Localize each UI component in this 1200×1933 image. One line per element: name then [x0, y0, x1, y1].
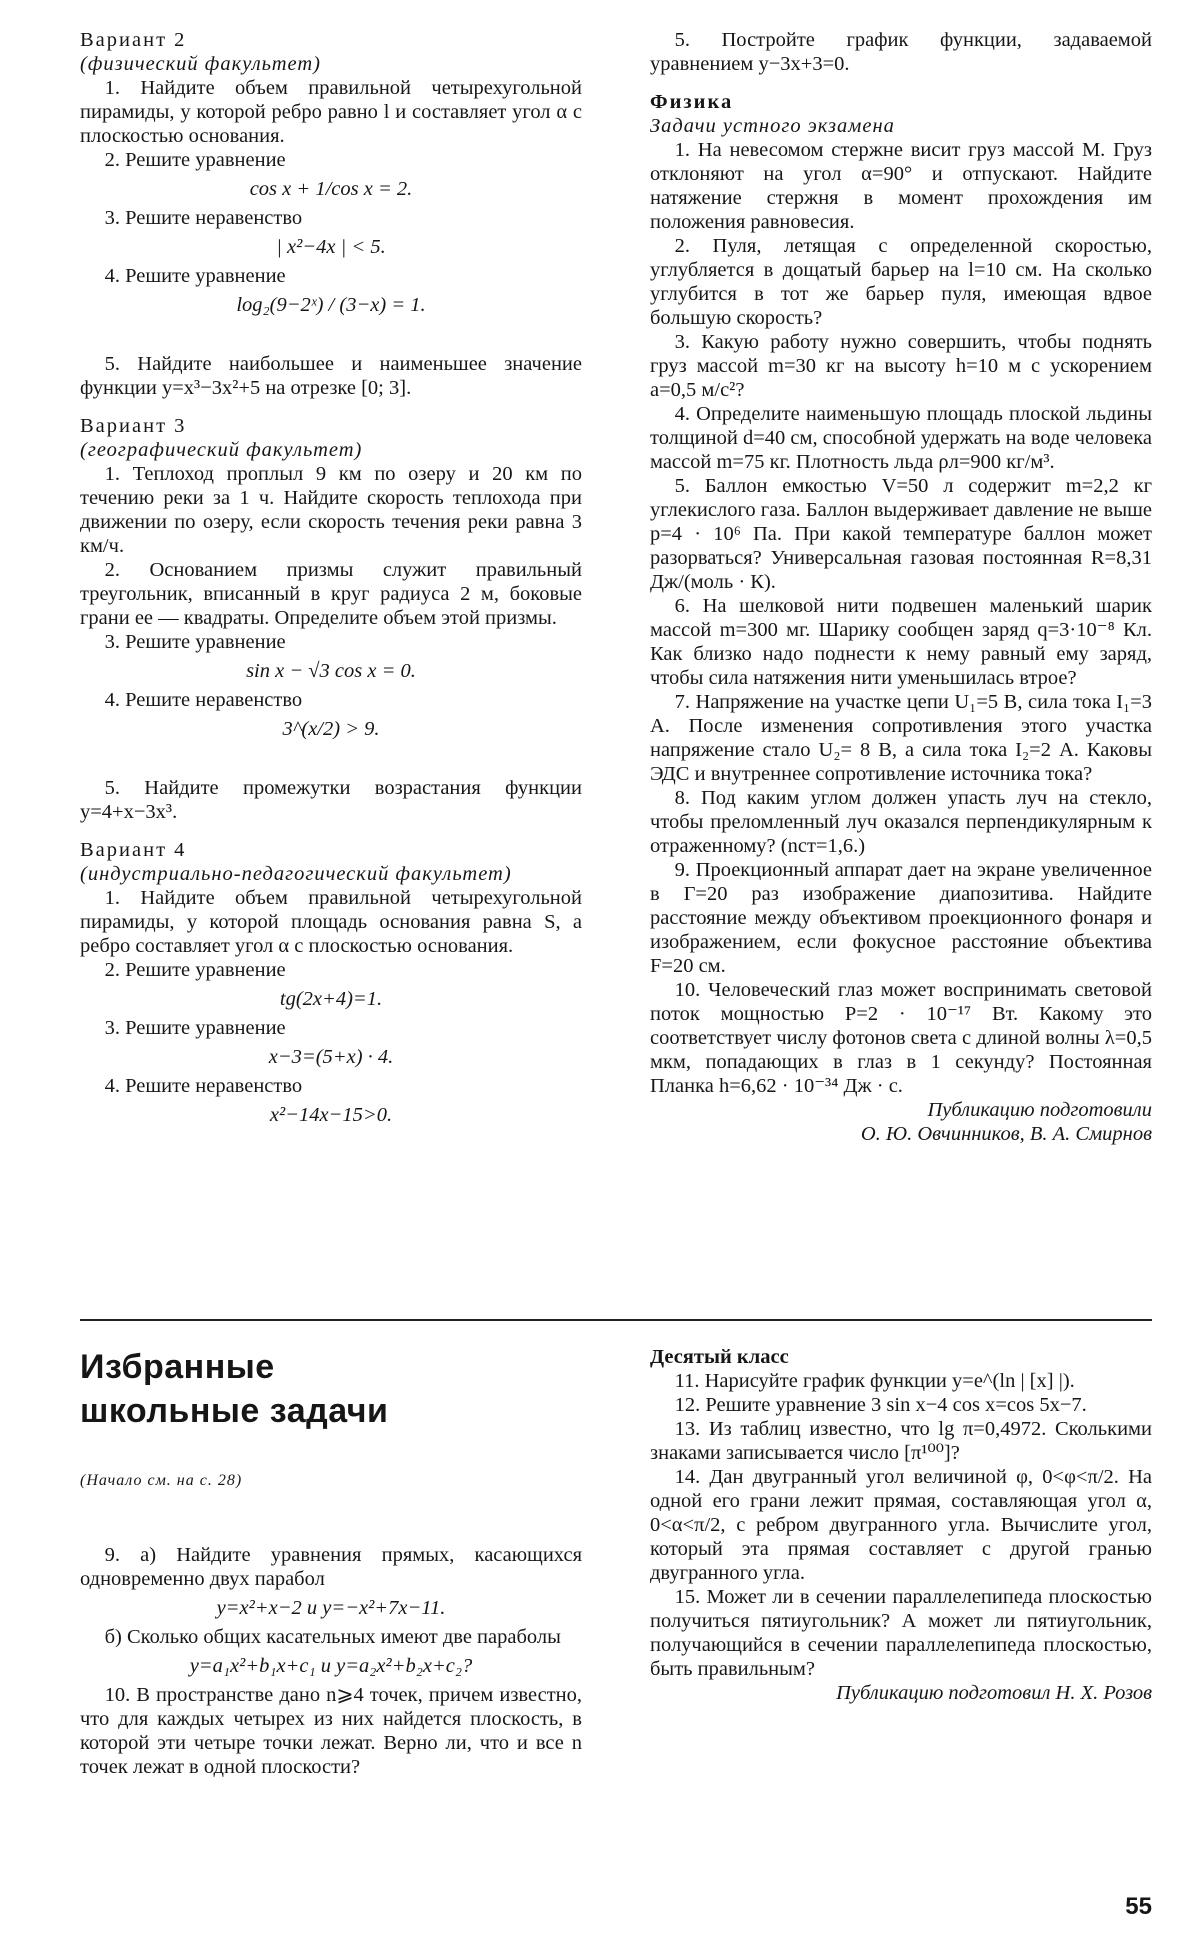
- continuation-note: (Начало см. на с. 28): [80, 1472, 243, 1489]
- signature-authors: О. Ю. Овчинников, В. А. Смирнов: [860, 1123, 1152, 1145]
- signature-rozov: Публикацию подготовил Н. Х. Розов: [836, 1682, 1152, 1704]
- v3-equation-3: sin x − √3 cos x = 0.: [246, 660, 416, 682]
- physics-title: Физика: [650, 91, 734, 113]
- variant-2-title: Вариант 2: [80, 29, 187, 51]
- school-equation-9a: y=x²+x−2 и y=−x²+7x−11.: [216, 1597, 446, 1619]
- v3-problem-3: 3. Решите уравнение: [104, 631, 286, 653]
- section-title-line-1: Избранные: [80, 1348, 275, 1386]
- physics-problem-10: 10. Человеческий глаз может воспринимать световой поток мощностью P=2 · 10⁻¹⁷ Вт. Какому это соответствует числу фотонов света с длиной волны λ=0,5 мкм, попадающих в глаз в 1 секунду? Постоянная Планка h=6,62 · 10⁻³⁴ Дж · с.: [650, 979, 1152, 1097]
- school-problem-14: 14. Дан двугранный угол величиной φ, 0<φ<π/2. На одной его грани лежит прямая, составляющая угол α, 0<α<π/2, с ребром двугранного угла. Вычислите угол, который эта прямая составляет с другой гранью двугранного угла.: [650, 1466, 1152, 1584]
- column-bottom-right: [650, 1345, 1152, 1705]
- school-problem-9a: 9. а) Найдите уравнения прямых, касающихся одновременно двух парабол: [80, 1544, 582, 1590]
- physics-problem-3: 3. Какую работу нужно совершить, чтобы поднять груз массой m=30 кг на высоту h=10 м с ускорением a=0,5 м/с²?: [650, 331, 1152, 401]
- physics-problem-2: 2. Пуля, летящая с определенной скоростью, углубляется в дощатый барьер на l=10 см. На сколько углубится в тот же барьер пуля, имеющая вдвое большую скорость?: [650, 235, 1152, 329]
- section-title-line-2: школьные задачи: [80, 1392, 389, 1430]
- v2-problem-3: 3. Решите неравенство: [104, 207, 303, 229]
- v3-problem-1: 1. Теплоход проплыл 9 км по озеру и 20 км по течению реки за 1 ч. Найдите скорость теплохода при движении по озеру, если скорость течения реки равна 3 км/ч.: [80, 463, 582, 557]
- physics-problem-4: 4. Определите наименьшую площадь плоской льдины толщиной d=40 см, способной удержать на воде человека массой m=75 кг. Плотность льда ρл=900 кг/м³.: [650, 403, 1152, 473]
- physics-problem-7: 7. Напряжение на участке цепи U₁=5 В, сила тока I₁=3 А. После изменения сопротивления этого участка напряжение стало U₂= 8 В, а сила тока I₂=2 А. Каковы ЭДС и внутреннее сопротивление источника тока?: [650, 691, 1152, 785]
- v2-equation-2: cos x + 1/cos x = 2.: [249, 178, 413, 200]
- v4-problem-1: 1. Найдите объем правильной четырехугольной пирамиды, у которой площадь основания равна S, а ребро составляет угол α с плоскостью основания.: [80, 887, 582, 957]
- variant-2-faculty: (физический факультет): [80, 53, 322, 75]
- column-bottom-left: [80, 1345, 582, 1779]
- v3-problem-5: 5. Найдите промежутки возрастания функции y=4+x−3x³.: [80, 777, 582, 823]
- variant-4-title: Вариант 4: [80, 839, 187, 861]
- column-top-right: [650, 28, 1152, 1146]
- v4-equation-2: tg(2x+4)=1.: [279, 988, 383, 1010]
- grade-heading: Десятый класс: [650, 1346, 789, 1368]
- v4-problem-4: 4. Решите неравенство: [104, 1075, 303, 1097]
- v2-problem-4: 4. Решите уравнение: [104, 265, 286, 287]
- physics-subtitle: Задачи устного экзамена: [650, 115, 895, 137]
- page-number: 55: [1125, 1893, 1152, 1920]
- v2-problem-1: 1. Найдите объем правильной четырехугольной пирамиды, у которой ребро равно l и составляет угол α с плоскостью основания.: [80, 77, 582, 147]
- physics-problem-5: 5. Баллон емкостью V=50 л содержит m=2,2 кг углекислого газа. Баллон выдерживает давление не выше p=4 · 10⁶ Па. При какой температуре баллон может разорваться? Универсальная газовая постоянная R=8,31 Дж/(моль · К).: [650, 475, 1152, 593]
- school-equation-9b: y=a₁x²+b₁x+c₁ и y=a₂x²+b₂x+c₂?: [189, 1655, 473, 1677]
- physics-problem-1: 1. На невесомом стержне висит груз массой M. Груз отклоняют на угол α=90° и отпускают. Найдите натяжение стержня в момент прохождения им положения равновесия.: [650, 139, 1152, 233]
- school-problem-13: 13. Из таблиц известно, что lg π=0,4972. Сколькими знаками записывается число [π¹⁰⁰]?: [650, 1418, 1152, 1464]
- school-problem-15: 15. Может ли в сечении параллелепипеда плоскостью получиться пятиугольник? А может ли пятиугольник, получающийся в сечении параллелепипеда плоскостью, быть правильным?: [650, 1586, 1152, 1680]
- v4-equation-4: x²−14x−15>0.: [269, 1104, 393, 1126]
- v3-problem-4: 4. Решите неравенство: [104, 689, 303, 711]
- physics-problem-6: 6. На шелковой нити подвешен маленький шарик массой m=300 мг. Шарику сообщен заряд q=3·10⁻⁸ Кл. Как близко надо поднести к нему равный ему заряд, чтобы сила натяжения нити уменьшилась втрое?: [650, 595, 1152, 689]
- column-top-left: [80, 28, 582, 1132]
- v3-equation-4: 3^(x/2) > 9.: [282, 718, 380, 740]
- school-problem-10: 10. В пространстве дано n⩾4 точек, причем известно, что для каждых четырех из них найдется плоскость, в которой эти четыре точки лежат. Верно ли, что и все n точек лежат в одной плоскости?: [80, 1684, 582, 1778]
- v4-problem-5: 5. Постройте график функции, задаваемой уравнением y−3x+3=0.: [650, 29, 1152, 75]
- school-problem-12: 12. Решите уравнение 3 sin x−4 cos x=cos 5x−7.: [674, 1394, 1087, 1416]
- physics-problem-9: 9. Проекционный аппарат дает на экране увеличенное в Γ=20 раз изображение диапозитива. Найдите расстояние между объективом проекционного фонаря и изображением, если фокусное расстояние объектива F=20 см.: [650, 859, 1152, 977]
- variant-3-title: Вариант 3: [80, 415, 187, 437]
- school-problem-11: 11. Нарисуйте график функции y=e^(ln | [x] |).: [674, 1370, 1075, 1392]
- variant-3-faculty: (географический факультет): [80, 439, 363, 461]
- v4-problem-3: 3. Решите уравнение: [104, 1017, 286, 1039]
- v2-equation-3: | x²−4x | < 5.: [276, 236, 386, 258]
- v2-problem-2: 2. Решите уравнение: [104, 149, 286, 171]
- section-divider: [80, 1319, 1152, 1321]
- physics-problem-8: 8. Под каким углом должен упасть луч на стекло, чтобы преломленный луч оказался перпендикулярным к отраженному? (nст=1,6.): [650, 787, 1152, 857]
- v2-equation-4: log₂(9−2ˣ) / (3−x) = 1.: [236, 294, 426, 316]
- signature-line-1: Публикацию подготовили: [927, 1099, 1152, 1121]
- v4-equation-3: x−3=(5+x) · 4.: [268, 1046, 394, 1068]
- v4-problem-2: 2. Решите уравнение: [104, 959, 286, 981]
- variant-4-faculty: (индустриально-педагогический факультет): [80, 863, 512, 885]
- school-problem-9b: б) Сколько общих касательных имеют две параболы: [104, 1626, 561, 1648]
- v3-problem-2: 2. Основанием призмы служит правильный треугольник, вписанный в круг радиуса 2 м, боковые грани ее — квадраты. Определите объем этой призмы.: [80, 559, 582, 629]
- v2-problem-5: 5. Найдите наибольшее и наименьшее значение функции y=x³−3x²+5 на отрезке [0; 3].: [80, 353, 582, 399]
